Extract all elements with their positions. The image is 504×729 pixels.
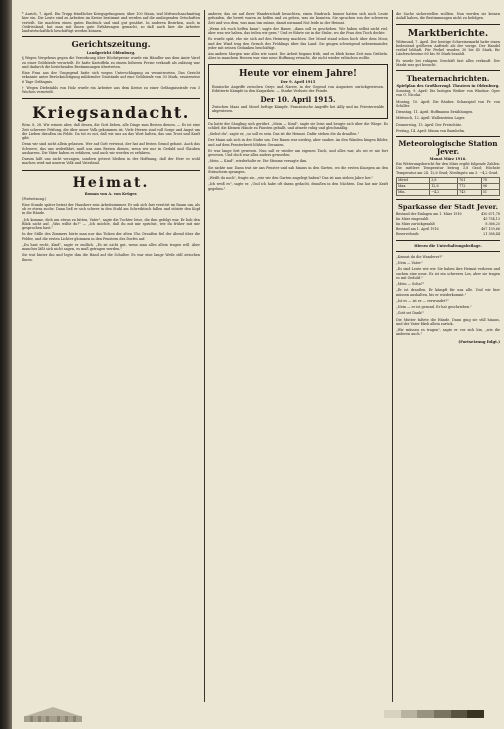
left-column [22,12,200,700]
paragraph: „Mein — Sohn?" [396,282,425,286]
paragraph: „Kennst du die Wanderer?" [396,254,443,259]
sparkasse-heading: Sparkasse der Stadt Jever. [398,202,498,211]
paragraph: „Du hast recht, Kind", sagte er endlich. „Es ist nicht gut, wenn man alles allein tragen will. Aber manches läßt sich nicht sagen, es muß getragen werden." [22,242,200,251]
heute-text: Russische Angriffe zwischen Orzyc und Narew, in der Gegend von Augustow zurückgewiesen. Erbitterte Kämpfe in den Karpathen. — Starke Verluste der Feinde. [212,84,384,93]
heute-vor-einem-jahre-box [208,64,388,119]
paragraph: Donnerstag, 13. April: Der Freischütz. [396,122,463,127]
paragraph: „Er ist draußen. Er kämpft für uns alle. Und wir hier müssen aushalten, bis er wiederkommt." [396,288,500,297]
paragraph: „Nein — er ist gesund. Er hat geschrieben." [396,305,472,309]
paragraph: anderer, das sie auf ihrer Wanderschaft besuchten, einen Eindruck. Immer hatten sich noch Leute gefunden, die bereit waren zu helfen und zu geben, was sie konnten. Sie sprachen von der schweren Zeit und von dem, was man tun müsse, damit niemand Not leide in der Heimat. [208,12,388,25]
paragraph: Der Mann sah sich in der Stube um. Der Raum war niedrig, aber sauber. An den Wänden hingen Bilder, und auf dem Fensterbrett blühten Geranien. [208,138,388,147]
separator [396,136,500,137]
paragraph: Denn wir sind nicht allein gelassen. Wer auf Gott vertraut, der hat auf festen Grund gebaut. Auch das Schwere, das uns widerfährt, muß uns zum Besten dienen, wenn wir nur in Geduld und Glauben ausharren. Die Väter haben es erfahren, und auch wir werden es erfahren. [22,142,200,155]
paragraph: Eine Frau aus der Umgegend hatte sich wegen Unterschlagung zu verantworten. Das Gericht erkannte unter Berücksichtigung mildernder Umstände auf eine Geldstrafe von 30 Mark, ersatzweise 6 Tage Gefängnis. [22,71,200,84]
separator [396,24,500,25]
meteo-heading: Meteorologische Station Jever. [398,139,498,156]
table-cell: 45 754,13 [483,217,500,222]
paragraph: Wittmund, 7. April. Der heutige Schweinemarkt hatte einen bedeutend größeren Auftrieb als der vorige. Der Handel verlief lebhaft. Für Ferkel wurden 30 bis 45 Mark, für Läuferschweine 60 bis 90 Mark bezahlt. [396,39,500,57]
paragraph: „Ist es — ist er — verwundet?" [396,298,449,303]
heute-text-2: Zwischen Maas und Mosel heftige Kämpfe. Französische Angriffe bei Ailly und im Priesterwalde abgewiesen. [212,105,384,114]
table-cell: −4,2 [430,189,458,195]
color-calibration-strip [384,710,484,718]
sparkasse-row [396,232,500,237]
right-intro-text [396,12,500,21]
table-cell: 21 388,44 [483,232,500,237]
table-cell: 743 [458,189,482,195]
right-column [396,12,500,700]
theater-subheading: Spielplan des Großherzogl. Theaters in Oldenburg. [396,84,500,88]
right-story-text [396,255,500,337]
paragraph: „Siehst du", sagte er, „so soll es sein. Das ist die Heimat. Dafür stehen die da draußen." [208,132,360,136]
table-cell: Im März zurückgezahlt [396,222,435,227]
paragraph: „Es sind Leute wie wir. Sie haben ihre Heimat verloren und suchen eine neue. Es ist ein schweres Los, aber sie tragen es mit Geduld." [396,267,500,280]
table-cell: Im März eingezahlt [396,217,429,222]
paragraph: (Fortsetzung.) [22,196,47,201]
fortsetzung-note: (Fortsetzung folgt.) [458,338,500,344]
paragraph: „Nein — Vater." [396,261,423,265]
theater-text [396,89,500,133]
kriegsandacht-article [22,123,200,165]
paragraph: „Mein — Kind", wiederholte er. Die Stimme versagte ihm. [208,159,308,164]
table-cell: 8 366,25 [485,222,500,227]
paragraph: Montag, 10. April: Die Räuber. Schauspiel von Fr. von Schiller. [396,99,500,108]
meteo-row [397,189,500,195]
paragraph: Sonntag, 9. April: Die lustigen Weiber von Windsor. Oper von O. Nicolai. [396,89,500,98]
paragraph: Sie trat hinter ihn und legte ihm die Hand auf die Schulter. Es war eine lange Weile still zwischen ihnen. [22,253,200,262]
column-divider-right [392,10,393,702]
table-cell: 467 159,66 [481,227,500,232]
gerichtszeitung-subheading: Landgericht Oldenburg. [86,51,136,56]
theater-heading: Theaternachrichten. [406,74,490,83]
paragraph: * Aurich, 7. April. Ein Trupp feindlicher Kriegsgefangener, über 100 Mann, traf Mittwochnachmittag hier ein. Die Leute sind zu Arbeiten im Kreise bestimmt und werden auf die umliegenden Ortschaften verteilt. Sie machten einen guten Eindruck und sind gut genährt. In anderen Bezirken, auch in Ostfriesland, hat man mit ihnen gute Erfahrungen gemacht, so daß auch hier die Arbeiter landwirtschaftlich beschäftigt werden können. [22,12,200,33]
separator [22,170,200,171]
paragraph: Dienstag, 11. April: Hoffmanns Erzählungen. [396,110,474,114]
table-cell: Bestand am 1. April 1916 [396,227,439,232]
paragraph: „Gott sei Dank!" [396,311,425,316]
scan-edge-shadow [0,0,12,729]
heute-heading-2: Der 10. April 1915. [260,95,336,104]
column-divider-left [204,10,205,702]
meteo-table [396,177,500,196]
paragraph: Er war lange fort gewesen. Nun saß er wieder am eigenen Tisch, und alles war, als sei er nie fort gewesen. Und doch war alles anders geworden. [208,148,388,157]
paragraph: Sie nickte nur. Dann trat sie ans Fenster und sah hinaus in den Garten, wo die ersten Knospen an den Sträuchern sprangen. [208,165,388,174]
paragraph: Es wurde spät, ehe sie sich auf den Heimweg machten. Der Mond stand schon hoch über dem Moor, und der Wind trug den Geruch des Frühlings über das Land. Sie gingen schweigend nebeneinander, jeder mit seinen Gedanken beschäftigt. [208,37,388,50]
meteo-subheading: Monat März 1916. [429,157,467,161]
middle-column [208,12,388,700]
heute-heading: Heute vor einem Jahre! [238,68,358,79]
kriegsandacht-heading: Kriegsandacht. [32,103,190,123]
intro-article [22,12,200,33]
paragraph: In der Stille des Zimmers hörte man nur das Ticken der alten Uhr. Draußen fiel der Abend über die Felder, und die ersten Lichter glommen in den Fenstern des Dorfes auf. [22,232,200,241]
sparkasse-row [396,212,500,217]
table-cell: 772 [458,183,482,189]
heimat-serial-text [22,197,200,262]
table-cell: 761 [458,177,482,183]
paragraph: Es wurde bei ruhigem Geschäft fast alles verkauft. Der Markt war gut besucht. [396,58,500,67]
heimat-heading: Heimat. [72,174,150,191]
separator [396,240,500,241]
paragraph: Die Mutter faltete die Hände. Dann ging sie still hinaus, und der Vater blieb allein zurück. [396,317,500,326]
paragraph: „Weißt du noch", fragte sie, „wie wir den Garten angelegt haben? Das ist nun sieben Jahre her." [208,176,374,180]
paragraph: § Wegen Vergehens gegen die Verordnung über Höchstpreise wurde ein Händler aus dem Amte Varel zu einer Geldstrafe verurteilt. Er hatte Kartoffeln zu einem höheren Preise verkauft als zulässig war und dadurch die bestehenden Bestimmungen übertreten. [22,56,200,69]
paragraph: Freitag, 14. April: Minna von Barnhelm. [396,128,465,133]
continued-story [208,12,388,61]
gerichtszeitung-heading: Gerichtszeitung. [71,40,151,51]
table-cell: Min. [397,189,430,195]
table-cell: Max. [397,183,430,189]
paragraph: die Sache sicherstellen wollten. Nun werden sie keinen Anlaß haben, die Bestimmungen nicht zu befolgen. [396,12,500,21]
marktberichte-heading: Marktberichte. [407,27,489,39]
paragraph: Mittwoch, 12. April: Wallensteins Lager. [396,116,466,121]
paragraph: Da hatte der Säugling sich gerührt. „Mein — Kind", sagte sie leise und beugte sich über die Wiege. Es schlief, die kleinen Hände zu Fäusten geballt, und atmete ruhig und gleichmäßig. [208,121,388,130]
marktberichte-text [396,40,500,68]
paragraph: „Wir müssen es tragen", sagte er vor sich hin, „wie die anderen auch." [396,328,500,337]
paragraph: Eine Stunde später betrat der Hausherr sein Arbeitszimmer. Er sah sich fast verstört im Raum um, als ob er etwas suche. Dann ließ er sich schwer in den Stuhl am Schreibtisch fallen und stützte den Kopf in die Hände. [22,202,200,216]
separator [396,251,500,252]
table-cell: 12,6 [430,183,458,189]
paragraph: „Ich komme, dich um etwas zu bitten, Vater", sagte die Tochter leise, die ihm gefolgt war. Er hob den Blick nicht auf. „Was willst du?" — „Ich möchte, daß du mit mir sprichst, wie du früher mit mir gesprochen hast." [22,217,200,230]
paragraph: „Wenn ich euch helfen kann", sagte der Bauer, „dann soll es geschehen. Wir haben selbst nicht viel, aber was wir haben, das teilen wir gern." Und er führte sie in die Stube, wo die Frau den Tisch deckte. [208,26,388,35]
paragraph: † Wegen Diebstahls von Holz wurde ein Arbeiter aus dem Kreise zu einer Gefängnisstrafe von 3 Wochen verurteilt. [22,85,200,94]
table-cell: Bestand der Einlagen am 1. März 1916 [396,212,462,217]
separator [22,36,200,37]
heimat-byline: Roman von A. von Krüger. [84,191,138,196]
gerichtszeitung-article [22,56,200,94]
story-continuation [208,122,388,191]
separator [396,199,500,200]
table-cell: 96 [481,183,499,189]
paragraph: Röm. 8, 28. Wir wissen aber, daß denen, die Gott lieben, alle Dinge zum Besten dienen. — Es ist eine Zeit schwerer Prüfung, die über unser Volk gekommen ist. Viele Herzen sind voll Sorge und Angst um die Lieben draußen im Felde. Da tut es not, daß wir uns an das Wort halten, das uns Trost und Kraft gibt. [22,123,200,140]
heute-date: Der 9. April 1915 [280,79,316,84]
meteo-text [396,162,500,175]
paragraph: Am andern Morgen war alles wie sonst. Die Arbeit begann früh, und es blieb keine Zeit zum Grübeln. Aber in manchem Herzen war eine neue Hoffnung erwacht, die nicht wieder erlöschen wollte. [208,52,388,61]
table-cell: Reservefonds [396,232,419,237]
beilage-note: Hierzu die Unterhaltungsbeilage. [414,243,482,248]
sparkasse-table [396,212,500,237]
paragraph: Darum laßt uns nicht verzagen, sondern getrost bleiben in der Hoffnung, daß der Herr es wohl machen wird mit unserm Volk und Vaterland. [22,157,200,166]
table-cell: Mittel [397,177,430,183]
paragraph: Ein Witterungsbericht für den März ergibt folgende Zahlen: Die mittlere Temperatur betrug 3,8 Grad; Höchste Temperatur am 24. 12,6 Grad; Niedrigste am 3. −4,2 Grad. [396,162,500,175]
table-cell: 51 [481,189,499,195]
separator [22,98,200,99]
table-cell: 430 671,78 [481,212,500,217]
scan-footer [24,704,484,724]
separator [396,70,500,71]
table-cell: 3,8 [430,177,458,183]
table-cell: 78 [481,177,499,183]
library-logo-icon [24,706,82,722]
paragraph: „Ich weiß es", sagte er. „Und ich habe oft daran gedacht, draußen in den Nächten. Das hat mir Kraft gegeben." [208,182,388,191]
